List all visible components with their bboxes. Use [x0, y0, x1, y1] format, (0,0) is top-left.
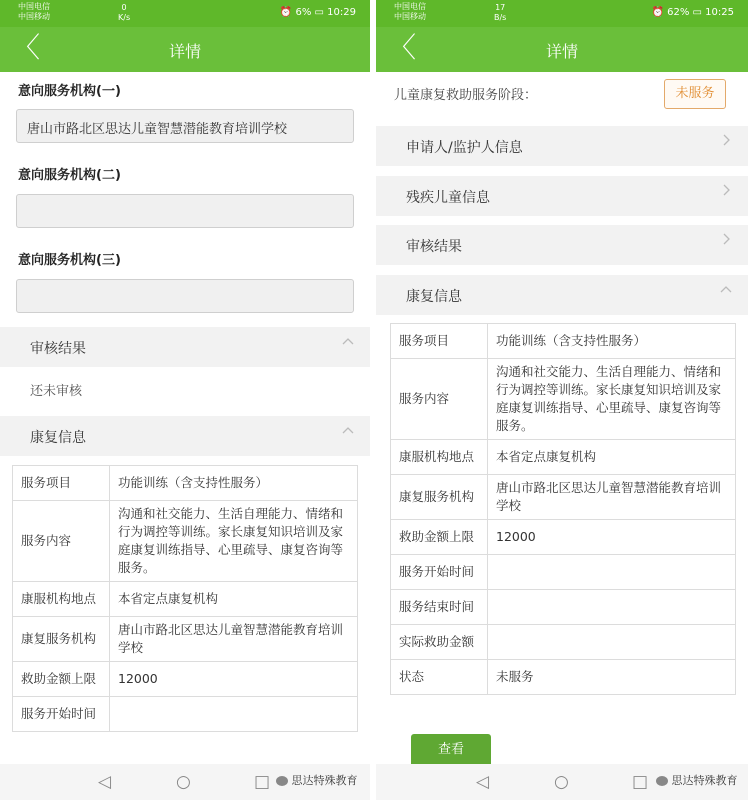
table-key: 康服机构地点	[13, 582, 110, 617]
section-title: 审核结果	[406, 239, 462, 255]
table-value: 沟通和社交能力、生活自理能力、情绪和行为调控等训练。家长康复知识培训及家庭康复训练指导、心里疏导、康复咨询等服务。	[110, 501, 358, 582]
table-value: 沟通和社交能力、生活自理能力、情绪和行为调控等训练。家长康复知识培训及家庭康复训练指导、心里疏导、康复咨询等服务。	[488, 359, 736, 440]
section-child-info[interactable]	[376, 176, 748, 216]
table-value: 本省定点康复机构	[110, 582, 358, 617]
watermark-text: 思达特殊教育	[671, 774, 738, 787]
detail-content[interactable]	[0, 72, 370, 764]
status-bar	[0, 0, 370, 27]
table-key: 服务内容	[13, 501, 110, 582]
recent-square-icon[interactable]: □	[632, 772, 649, 792]
table-row	[13, 501, 358, 582]
section-applicant[interactable]	[376, 126, 748, 166]
battery-level: 62%	[667, 7, 690, 18]
institution-1-label: 意向服务机构(一)	[18, 84, 121, 99]
table-row	[391, 660, 736, 695]
institution-2-label: 意向服务机构(二)	[18, 168, 121, 183]
speed-unit: K/s	[118, 13, 131, 22]
table-row	[391, 520, 736, 555]
table-value: 12000	[110, 662, 358, 697]
table-key: 实际救助金额	[391, 625, 488, 660]
table-row	[391, 475, 736, 520]
back-triangle-icon[interactable]: ◁	[476, 772, 490, 792]
carrier-info	[394, 2, 426, 22]
rehab-info-section[interactable]	[0, 416, 370, 456]
status-right	[651, 7, 734, 18]
table-key: 服务项目	[391, 324, 488, 359]
view-button[interactable]: 查看	[411, 734, 491, 764]
clock: 10:29	[327, 7, 356, 18]
table-value	[488, 625, 736, 660]
table-key: 服务开始时间	[13, 697, 110, 732]
table-row	[391, 625, 736, 660]
carrier-info	[18, 2, 50, 22]
status-right	[280, 7, 356, 18]
carrier-1: 中国电信	[394, 2, 426, 11]
table-row	[391, 440, 736, 475]
institution-3-field[interactable]	[16, 279, 354, 313]
section-review-result[interactable]	[376, 225, 748, 265]
back-button[interactable]: 〈	[12, 31, 41, 64]
table-key: 服务结束时间	[391, 590, 488, 625]
clock: 10:25	[705, 7, 734, 18]
rehab-info-table	[12, 465, 358, 732]
table-value	[488, 590, 736, 625]
table-row	[391, 590, 736, 625]
table-value: 唐山市路北区思达儿童智慧潜能教育培训学校	[110, 617, 358, 662]
table-key: 服务开始时间	[391, 555, 488, 590]
table-value: 未服务	[488, 660, 736, 695]
watermark-text: 思达特殊教育	[291, 774, 358, 787]
section-title: 申请人/监护人信息	[406, 140, 523, 156]
table-row	[13, 697, 358, 732]
chevron-right-icon	[720, 134, 732, 146]
table-value	[488, 555, 736, 590]
carrier-2: 中国移动	[394, 12, 426, 21]
carrier-2: 中国移动	[18, 12, 50, 21]
battery-level: 6%	[295, 7, 312, 18]
review-result-title: 审核结果	[30, 341, 86, 357]
section-title: 康复信息	[406, 289, 462, 305]
table-row	[391, 359, 736, 440]
battery-icon: ▭	[314, 7, 324, 18]
table-row	[13, 466, 358, 501]
chevron-up-icon	[720, 283, 732, 295]
table-row	[13, 662, 358, 697]
rehab-info-table	[390, 323, 736, 695]
home-circle-icon[interactable]: ○	[554, 772, 569, 792]
nav-bar	[376, 27, 748, 72]
speed-value: 0	[121, 3, 127, 12]
table-key: 救助金额上限	[391, 520, 488, 555]
watermark-left	[276, 772, 358, 788]
detail-content[interactable]	[376, 72, 748, 764]
table-value	[110, 697, 358, 732]
institution-3-label: 意向服务机构(三)	[18, 253, 121, 268]
status-bar	[376, 0, 748, 27]
section-rehab-info[interactable]	[376, 275, 748, 315]
table-value: 功能训练（含支持性服务）	[110, 466, 358, 501]
back-triangle-icon[interactable]: ◁	[98, 772, 112, 792]
network-speed	[118, 3, 130, 23]
alarm-icon: ⏰	[279, 7, 293, 18]
table-key: 康复服务机构	[13, 617, 110, 662]
chevron-right-icon	[720, 184, 732, 196]
table-key: 服务内容	[391, 359, 488, 440]
wechat-icon	[276, 776, 288, 786]
carrier-1: 中国电信	[18, 2, 50, 11]
right-screen	[376, 0, 748, 800]
service-stage-label: 儿童康复救助服务阶段：	[394, 88, 538, 103]
table-row	[13, 582, 358, 617]
chevron-up-icon	[342, 335, 354, 347]
page-title: 详情	[168, 42, 201, 61]
table-value: 本省定点康复机构	[488, 440, 736, 475]
service-stage-badge: 未服务	[664, 79, 726, 109]
table-row	[391, 324, 736, 359]
home-circle-icon[interactable]: ○	[176, 772, 191, 792]
chevron-right-icon	[720, 233, 732, 245]
rehab-info-title: 康复信息	[30, 430, 86, 446]
table-row	[391, 555, 736, 590]
table-key: 状态	[391, 660, 488, 695]
watermark-right	[656, 772, 738, 788]
nav-bar	[0, 27, 370, 72]
table-key: 康复服务机构	[391, 475, 488, 520]
speed-unit: B/s	[494, 13, 507, 22]
network-speed	[494, 3, 506, 23]
left-screen	[0, 0, 370, 800]
table-key: 康服机构地点	[391, 440, 488, 475]
back-button[interactable]: 〈	[388, 31, 417, 64]
table-value: 功能训练（含支持性服务）	[488, 324, 736, 359]
institution-1-field[interactable]: 唐山市路北区思达儿童智慧潜能教育培训学校	[16, 109, 354, 143]
institution-2-field[interactable]	[16, 194, 354, 228]
alarm-icon: ⏰	[651, 7, 664, 18]
table-key: 服务项目	[13, 466, 110, 501]
section-title: 残疾儿童信息	[406, 190, 490, 206]
table-value: 唐山市路北区思达儿童智慧潜能教育培训学校	[488, 475, 736, 520]
wechat-icon	[656, 776, 668, 786]
chevron-up-icon	[342, 424, 354, 436]
battery-icon: ▭	[692, 7, 702, 18]
table-value: 12000	[488, 520, 736, 555]
page-title: 详情	[545, 42, 578, 61]
review-result-section[interactable]	[0, 327, 370, 367]
speed-value: 17	[495, 3, 506, 12]
table-row	[13, 617, 358, 662]
recent-square-icon[interactable]: □	[254, 772, 271, 792]
table-key: 救助金额上限	[13, 662, 110, 697]
review-status-text: 还未审核	[30, 384, 83, 399]
